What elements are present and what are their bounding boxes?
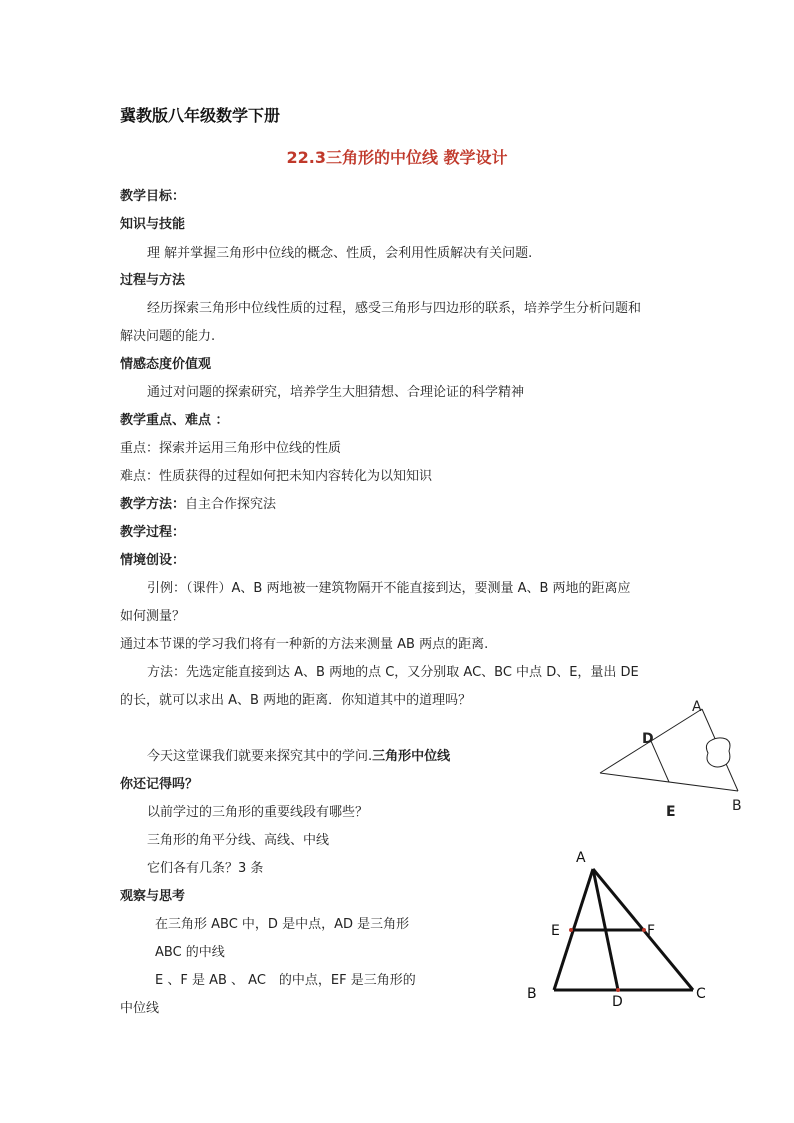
teaching-method — [120, 496, 276, 514]
label-e: E — [551, 923, 560, 939]
today-prefix: 今天这堂课我们就要来探究其中的学问. — [147, 749, 373, 764]
emotion-text: 通过对问题的探索研究，培养学生大胆猜想、合理论证的科学精神 — [147, 385, 525, 400]
observe-text-2: ABC 的中线 — [155, 945, 225, 960]
point-d — [616, 988, 620, 992]
process-text-2: 解决问题的能力. — [120, 329, 216, 344]
intro-line-3: 通过本节课的学习我们将有一种新的方法来测量 AB 两点的距离. — [120, 637, 489, 652]
review-answer: 三角形的角平分线、高线、中线 — [147, 833, 330, 848]
midline-triangle-figure — [520, 845, 720, 1015]
label-a: A — [576, 850, 586, 866]
review-question: 以前学过的三角形的重要线段有哪些？ — [147, 805, 369, 820]
label-f: F — [647, 923, 656, 939]
measurement-triangle-figure — [590, 695, 780, 825]
method-text: 自主合作探究法 — [185, 497, 277, 512]
book-title: 冀教版八年级数学下册 — [120, 106, 281, 125]
observe-text-4: 中位线 — [120, 1001, 160, 1016]
knowledge-text: 理 解并掌握三角形中位线的概念、性质，会利用性质解决有关问题. — [147, 246, 533, 261]
observe-heading: 观察与思考 — [120, 889, 186, 904]
method-heading: 教学方法： — [120, 497, 186, 512]
label-e: E — [666, 804, 676, 820]
label-b: B — [732, 798, 742, 814]
building-shape — [706, 738, 730, 767]
process-heading: 过程与方法 — [120, 273, 186, 288]
observe-text-3: E 、F 是 AB 、 AC 的中点，EF 是三角形的 — [155, 973, 416, 988]
observe-text-1: 在三角形 ABC 中，D 是中点，AD 是三角形 — [155, 917, 410, 932]
label-a: A — [692, 699, 702, 715]
emotion-heading: 情感态度价值观 — [120, 357, 212, 372]
label-d: D — [642, 731, 654, 747]
method-line-2: 的长，就可以求出 A、B 两地的距离．你知道其中的道理吗？ — [120, 693, 472, 708]
label-c: C — [696, 986, 706, 1002]
knowledge-heading: 知识与技能 — [120, 217, 186, 232]
scenario-heading: 情境创设： — [120, 553, 186, 568]
objectives-heading: 教学目标： — [120, 189, 186, 204]
point-f — [642, 928, 646, 932]
point-e — [569, 928, 573, 932]
today-topic: 三角形中位线 — [372, 749, 451, 764]
review-heading: 你还记得吗？ — [120, 777, 199, 792]
intro-line-1: 引例：（课件）A、B 两地被一建筑物隔开不能直接到达，要测量 A、B 两地的距离应 — [147, 581, 631, 596]
document-title: 22.3三角形的中位线 教学设计 — [286, 148, 508, 167]
process-text-1: 经历探索三角形中位线性质的过程，感受三角形与四边形的联系，培养学生分析问题和 — [147, 301, 642, 316]
teaching-process-heading: 教学过程： — [120, 525, 186, 540]
method-line-1: 方法：先选定能直接到达 A、B 两地的点 C，又分别取 AC、BC 中点 D、E，量出 DE — [147, 665, 639, 680]
segment-de — [651, 741, 669, 782]
today-line — [147, 748, 450, 766]
key-point: 重点：探索并运用三角形中位线的性质 — [120, 441, 342, 456]
intro-line-2: 如何测量？ — [120, 609, 186, 624]
difficult-point: 难点：性质获得的过程如何把未知内容转化为以知知识 — [120, 469, 433, 484]
keypoints-heading: 教学重点、难点 ： — [120, 413, 229, 428]
label-d: D — [612, 994, 623, 1010]
review-question-2: 它们各有几条？3 条 — [147, 861, 264, 876]
label-b: B — [527, 986, 537, 1002]
